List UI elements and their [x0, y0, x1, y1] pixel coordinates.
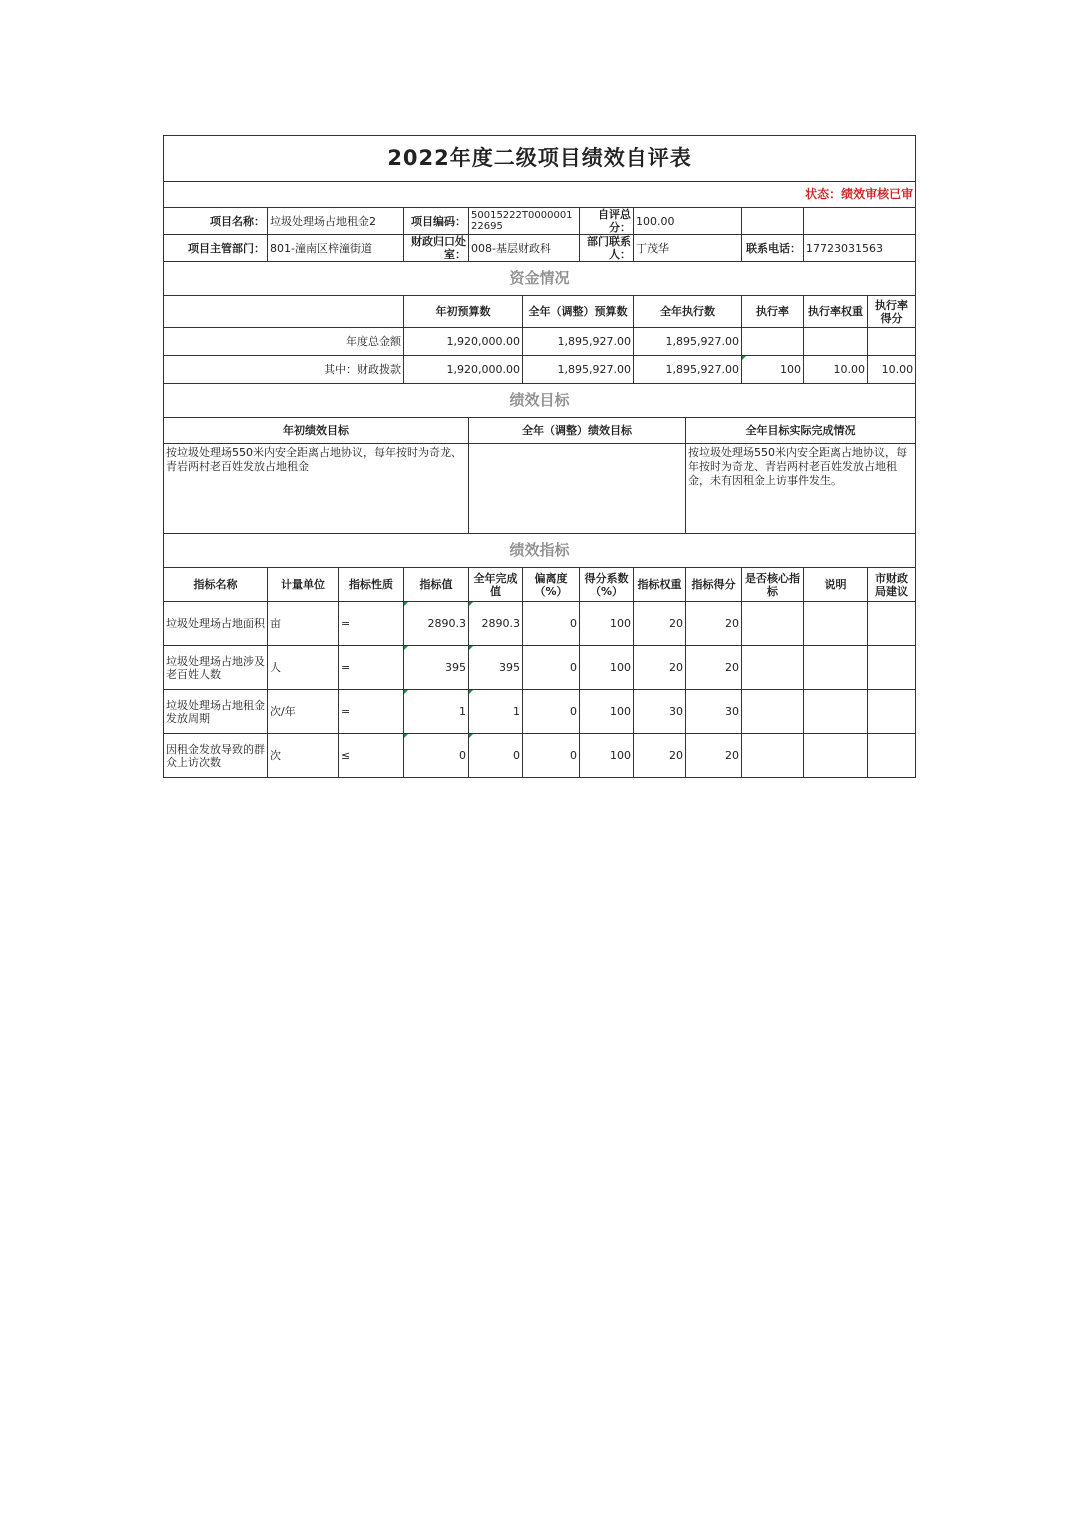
contact-label: 部门联系人：: [580, 235, 634, 262]
adjusted-goal-text: [469, 444, 686, 534]
indicator-score: 20: [686, 646, 742, 690]
indicator-coefficient: 100: [580, 734, 634, 778]
indicator-name: 垃圾处理场占地面积: [164, 602, 268, 646]
indicator-coefficient: 100: [580, 690, 634, 734]
funds-weight: [804, 328, 868, 356]
indicator-unit: 亩: [268, 602, 339, 646]
indicators-section-title: 绩效指标: [164, 534, 916, 568]
indicator-header: 指标性质: [339, 568, 404, 602]
indicator-nature: ≤: [339, 734, 404, 778]
table-row: [164, 356, 916, 384]
indicator-note: [804, 646, 868, 690]
goals-header: 全年目标实际完成情况: [686, 418, 916, 444]
indicator-name: 垃圾处理场占地涉及老百姓人数: [164, 646, 268, 690]
finance-value: 008-基层财政科: [469, 235, 580, 262]
indicator-unit: 次: [268, 734, 339, 778]
indicator-core: [742, 690, 804, 734]
evaluation-sheet: [163, 135, 915, 778]
indicator-target: 0: [404, 734, 469, 778]
indicator-deviation: 0: [523, 602, 580, 646]
funds-header: 全年（调整）预算数: [523, 296, 634, 328]
indicator-advice: [868, 602, 916, 646]
funds-section-title: 资金情况: [164, 262, 916, 296]
indicator-header: 市财政局建议: [868, 568, 916, 602]
indicator-target: 1: [404, 690, 469, 734]
indicator-done: 1: [469, 690, 523, 734]
goals-section-title: 绩效目标: [164, 384, 916, 418]
funds-header: 全年执行数: [634, 296, 742, 328]
indicator-note: [804, 690, 868, 734]
funds-rate: 100: [742, 356, 804, 384]
finance-label: 财政归口处室：: [404, 235, 469, 262]
project-code-value: 50015222T000000122695: [469, 208, 580, 235]
indicator-weight: 20: [634, 646, 686, 690]
indicator-header: 指标得分: [686, 568, 742, 602]
indicator-nature: =: [339, 690, 404, 734]
dept-value: 801-潼南区梓潼街道: [268, 235, 404, 262]
indicator-weight: 20: [634, 734, 686, 778]
blank-cell: [164, 296, 404, 328]
indicator-header: 全年完成值: [469, 568, 523, 602]
indicator-note: [804, 602, 868, 646]
indicator-nature: =: [339, 646, 404, 690]
funds-rate: [742, 328, 804, 356]
indicator-header: 得分系数（%）: [580, 568, 634, 602]
indicator-coefficient: 100: [580, 646, 634, 690]
funds-score: [868, 328, 916, 356]
indicator-unit: 次/年: [268, 690, 339, 734]
table-row: [164, 328, 916, 356]
indicator-header: 指标权重: [634, 568, 686, 602]
goals-header: 年初绩效目标: [164, 418, 469, 444]
goals-header: 全年（调整）绩效目标: [469, 418, 686, 444]
indicator-header: 指标值: [404, 568, 469, 602]
indicator-deviation: 0: [523, 734, 580, 778]
project-name-value: 垃圾处理场占地租金2: [268, 208, 404, 235]
blank-cell: [804, 208, 916, 235]
indicator-coefficient: 100: [580, 602, 634, 646]
evaluation-table: [163, 135, 916, 778]
funds-executed: 1,895,927.00: [634, 356, 742, 384]
indicator-core: [742, 734, 804, 778]
indicator-unit: 人: [268, 646, 339, 690]
indicator-core: [742, 646, 804, 690]
status-badge: 状态：绩效审核已审: [164, 182, 916, 208]
funds-executed: 1,895,927.00: [634, 328, 742, 356]
indicator-score: 20: [686, 734, 742, 778]
indicator-core: [742, 602, 804, 646]
indicator-header: 是否核心指标: [742, 568, 804, 602]
funds-header: 执行率得分: [868, 296, 916, 328]
indicator-header: 说明: [804, 568, 868, 602]
initial-goal-text: 按垃圾处理场550米内安全距离占地协议，每年按时为奇龙、青岩两村老百姓发放占地租金: [164, 444, 469, 534]
funds-header: 执行率: [742, 296, 804, 328]
indicator-deviation: 0: [523, 690, 580, 734]
funds-budget: 1,920,000.00: [404, 356, 523, 384]
indicator-nature: =: [339, 602, 404, 646]
blank-cell: [742, 208, 804, 235]
funds-score: 10.00: [868, 356, 916, 384]
funds-weight: 10.00: [804, 356, 868, 384]
indicator-header: 计量单位: [268, 568, 339, 602]
indicator-header: 偏离度（%）: [523, 568, 580, 602]
funds-row-label: 其中：财政拨款: [164, 356, 404, 384]
table-row: [164, 690, 916, 734]
project-code-label: 项目编码：: [404, 208, 469, 235]
indicator-deviation: 0: [523, 646, 580, 690]
contact-value: 丁茂华: [634, 235, 742, 262]
dept-label: 项目主管部门：: [164, 235, 268, 262]
indicator-advice: [868, 646, 916, 690]
indicator-done: 2890.3: [469, 602, 523, 646]
funds-header: 年初预算数: [404, 296, 523, 328]
indicator-name: 垃圾处理场占地租金发放周期: [164, 690, 268, 734]
page-title: 2022年度二级项目绩效自评表: [164, 136, 916, 182]
indicator-done: 0: [469, 734, 523, 778]
indicator-done: 395: [469, 646, 523, 690]
self-score-value: 100.00: [634, 208, 742, 235]
table-row: [164, 646, 916, 690]
indicator-name: 因租金发放导致的群众上访次数: [164, 734, 268, 778]
indicator-advice: [868, 690, 916, 734]
indicator-note: [804, 734, 868, 778]
table-row: [164, 734, 916, 778]
actual-goal-text: 按垃圾处理场550米内安全距离占地协议，每年按时为奇龙、青岩两村老百姓发放占地租金，未有因租金上访事件发生。: [686, 444, 916, 534]
funds-budget: 1,920,000.00: [404, 328, 523, 356]
indicator-weight: 20: [634, 602, 686, 646]
phone-value: 17723031563: [804, 235, 916, 262]
self-score-label: 自评总分：: [580, 208, 634, 235]
indicator-score: 30: [686, 690, 742, 734]
phone-label: 联系电话：: [742, 235, 804, 262]
funds-row-label: 年度总金额: [164, 328, 404, 356]
indicator-header: 指标名称: [164, 568, 268, 602]
project-name-label: 项目名称：: [164, 208, 268, 235]
funds-header: 执行率权重: [804, 296, 868, 328]
indicator-weight: 30: [634, 690, 686, 734]
table-row: [164, 602, 916, 646]
funds-adjusted: 1,895,927.00: [523, 328, 634, 356]
indicator-score: 20: [686, 602, 742, 646]
indicator-target: 2890.3: [404, 602, 469, 646]
indicator-target: 395: [404, 646, 469, 690]
funds-adjusted: 1,895,927.00: [523, 356, 634, 384]
indicator-advice: [868, 734, 916, 778]
